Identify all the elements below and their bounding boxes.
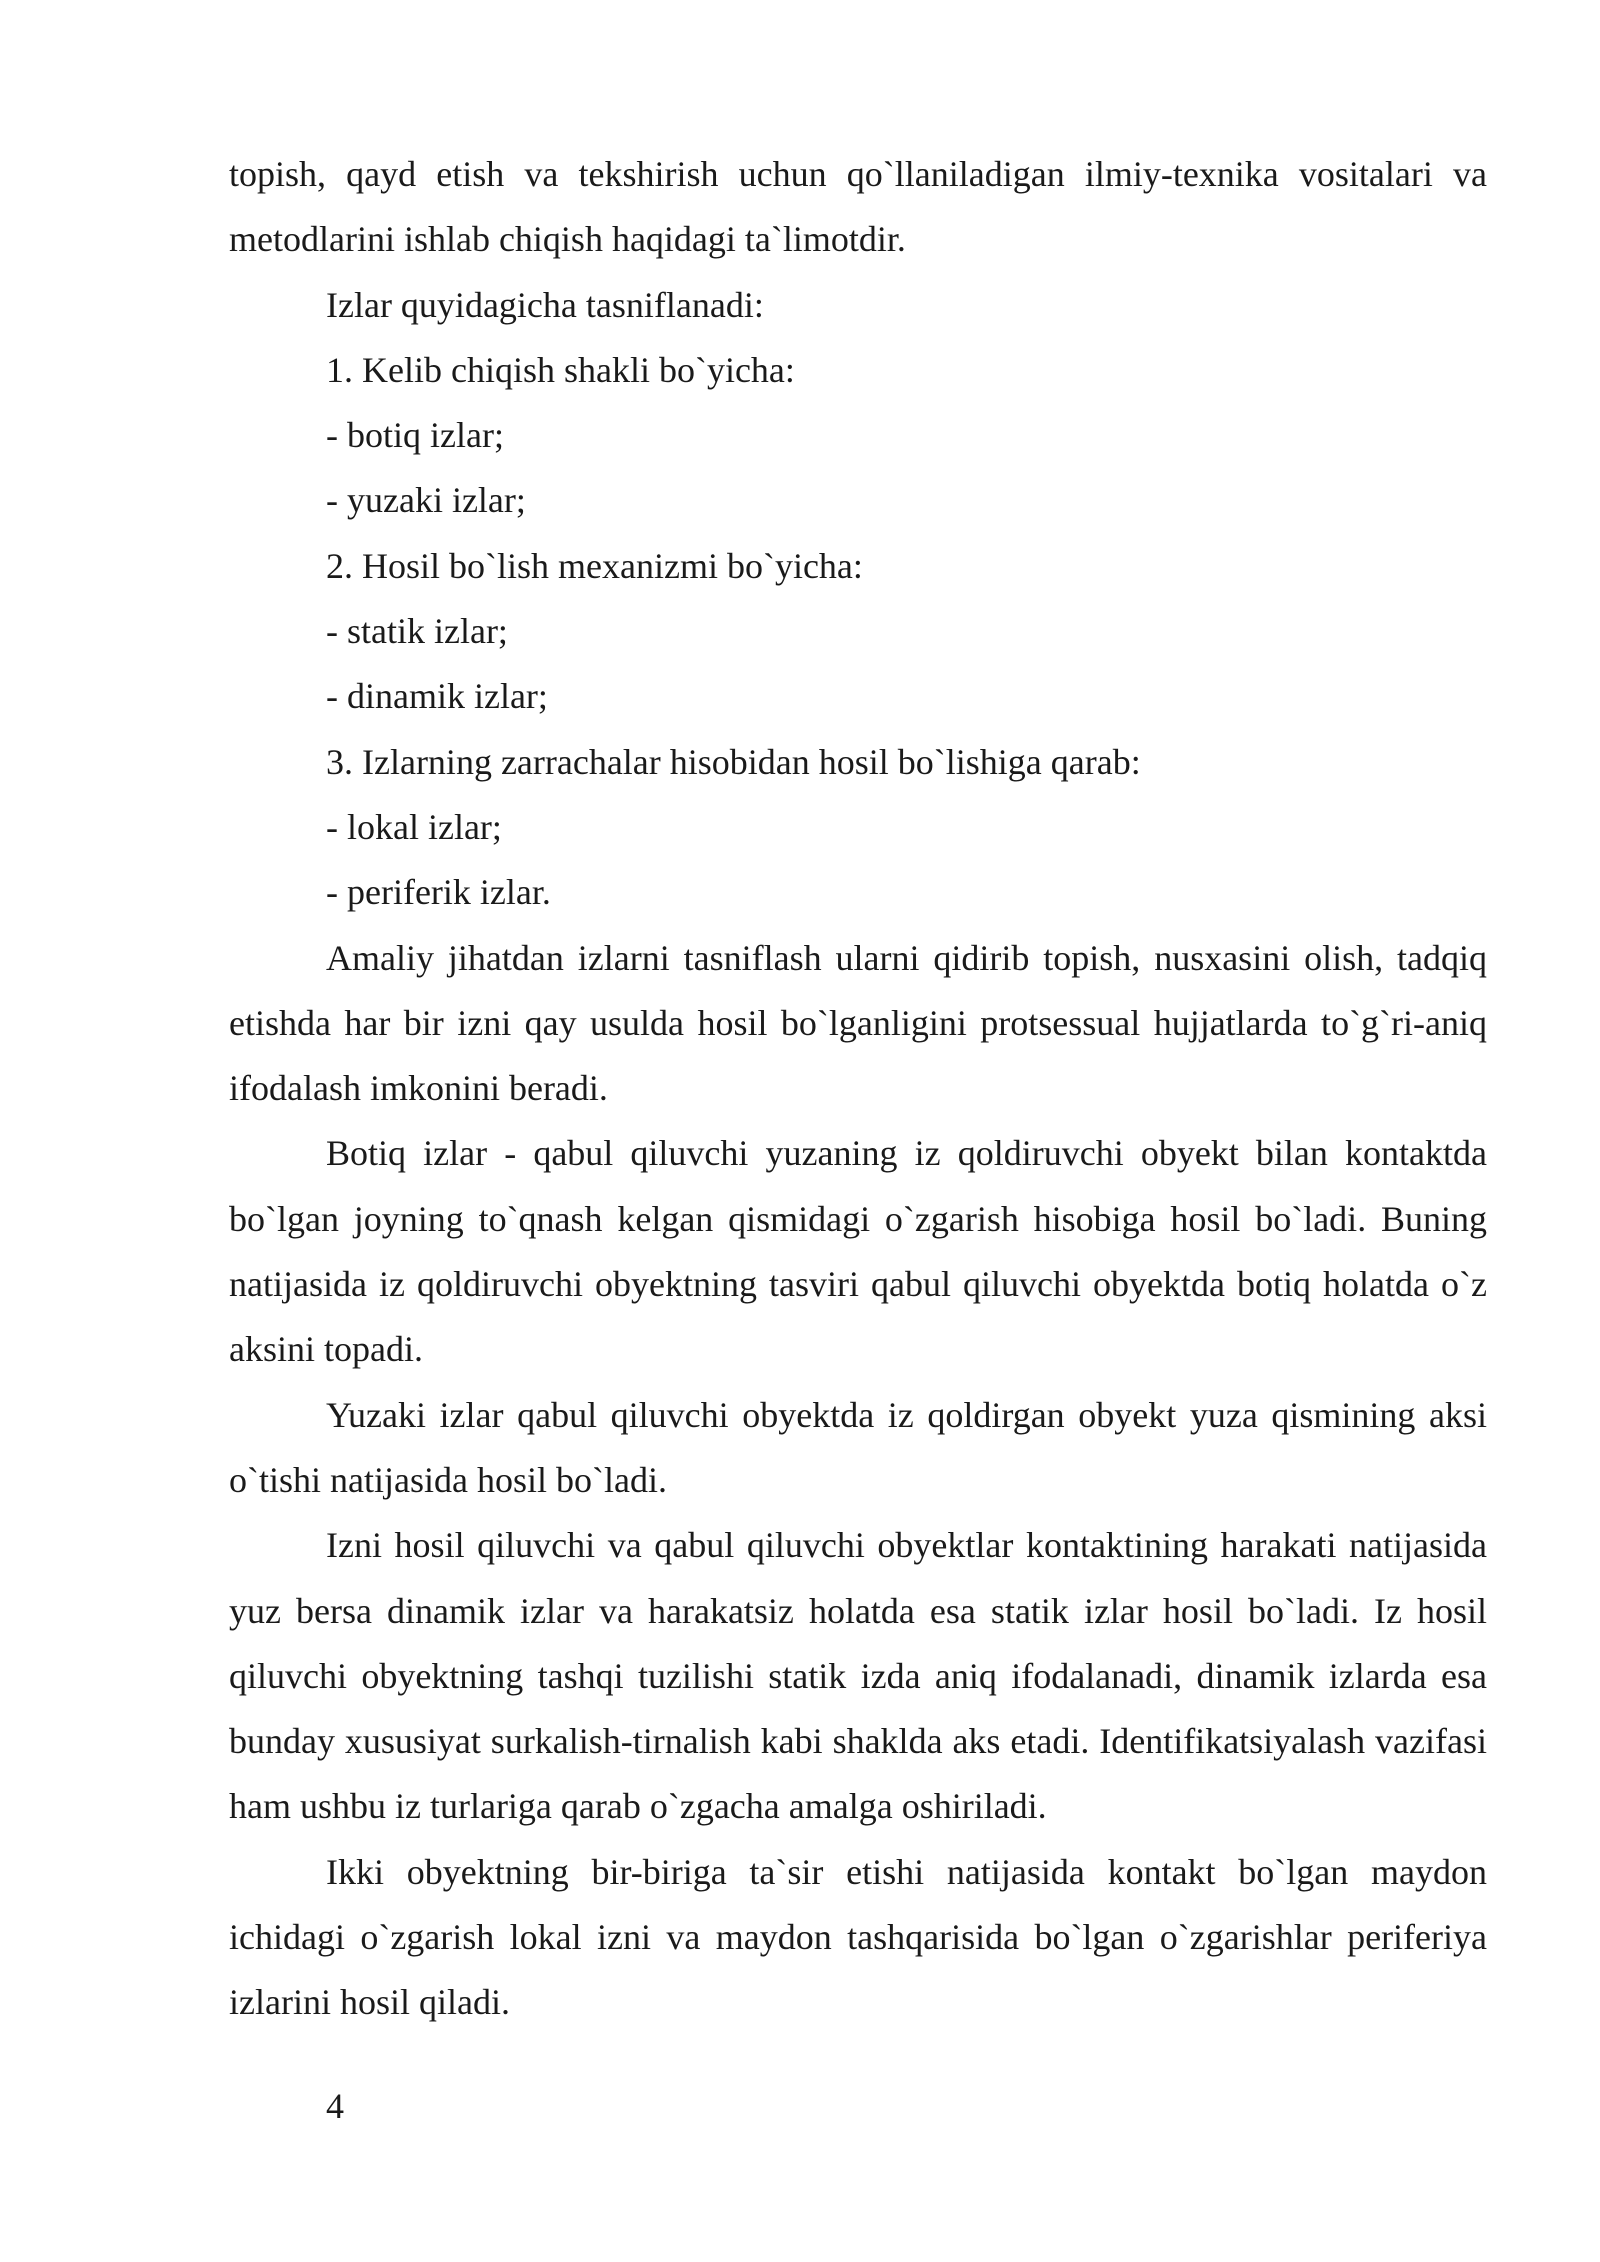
list-heading-3: 3. Izlarning zarrachalar hisobidan hosil bo`lishiga qarab:: [326, 741, 1141, 782]
list-heading-1: 1. Kelib chiqish shakli bo`yicha:: [326, 349, 795, 390]
list-item: - statik izlar;: [326, 611, 508, 652]
classification-intro: Izlar quyidagicha tasniflanadi:: [326, 284, 764, 325]
paragraph: Botiq izlar - qabul qiluvchi yuzaning iz qoldiruvchi obyekt bilan kontaktda bo`lgan joyning to`qnash kelgan qismidagi o`zgarish hisobiga hosil bo`ladi. Buning natijasida iz qoldiruvchi obyektning tasviri qabul qiluvchi obyektda botiq holatda o`z aksini topadi.: [229, 1133, 1487, 1370]
list-heading-2: 2. Hosil bo`lish mexanizmi bo`yicha:: [326, 545, 863, 586]
list-item: - dinamik izlar;: [326, 676, 548, 717]
page-number: 4: [326, 2086, 344, 2126]
page-body: [229, 142, 1487, 2036]
list-item: - yuzaki izlar;: [326, 480, 526, 521]
paragraph: Izni hosil qiluvchi va qabul qiluvchi obyektlar kontaktining harakati natijasida yuz bersa dinamik izlar va harakatsiz holatda esa statik izlar hosil bo`ladi. Iz hosil qiluvchi obyektning tashqi tuzilishi statik izda aniq ifodalanadi, dinamik izlarda esa bunday xususiyat surkalish-tirnalish kabi shaklda aks etadi. Identifikatsiyalash vazifasi ham ushbu iz turlariga qarab o`zgacha amalga oshiriladi.: [229, 1525, 1487, 1827]
paragraph: Yuzaki izlar qabul qiluvchi obyektda iz qoldirgan obyekt yuza qismining aksi o`tishi natijasida hosil bo`ladi.: [229, 1394, 1487, 1500]
list-item: - periferik izlar.: [326, 872, 551, 913]
paragraph: Ikki obyektning bir-biriga ta`sir etishi natijasida kontakt bo`lgan maydon ichidagi o`zgarish lokal izni va maydon tashqarisida bo`lgan o`zgarishlar periferiya izlarini hosil qiladi.: [229, 1851, 1487, 2023]
list-item: - botiq izlar;: [326, 415, 504, 456]
paragraph: Amaliy jihatdan izlarni tasniflash ularni qidirib topish, nusxasini olish, tadqiq etishda har bir izni qay usulda hosil bo`lganligini protsessual hujjatlarda to`g`ri-aniq ifodalash imkonini beradi.: [229, 937, 1487, 1109]
list-item: - lokal izlar;: [326, 806, 502, 847]
paragraph-continuation: topish, qayd etish va tekshirish uchun qo`llaniladigan ilmiy-texnika vositalari va metodlarini ishlab chiqish haqidagi ta`limotdir.: [229, 154, 1487, 260]
